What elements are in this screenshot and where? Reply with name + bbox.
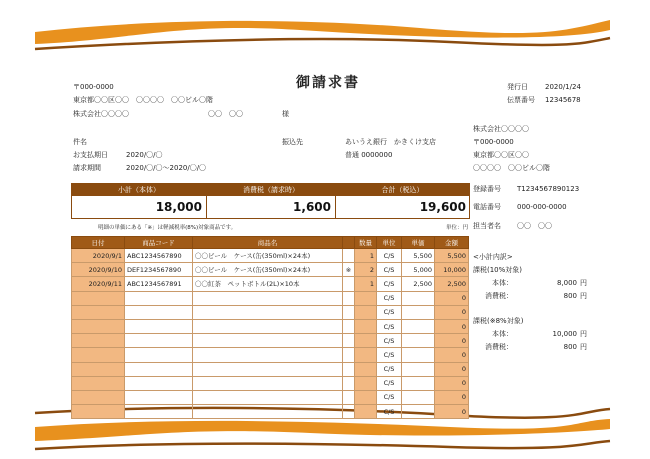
billing-period-label: 請求期間 xyxy=(73,164,101,172)
table-header-row xyxy=(72,237,469,249)
cell-unit: C/S xyxy=(377,249,402,263)
cell-amount: 0 xyxy=(435,319,469,333)
cell-mark xyxy=(343,390,355,404)
issuer-postal: 〒000-0000 xyxy=(473,138,514,146)
cell-product: 〇〇ビール ケース(缶(350ml)×24本) xyxy=(193,263,343,277)
page-title: 御請求書 xyxy=(296,75,360,91)
cell-date xyxy=(72,348,125,362)
cell-code: ABC1234567891 xyxy=(125,277,193,291)
cell-amount: 0 xyxy=(435,334,469,348)
table-row xyxy=(72,319,469,333)
table-row xyxy=(72,334,469,348)
cell-product xyxy=(193,362,343,376)
cell-unit: C/S xyxy=(377,362,402,376)
cell-mark xyxy=(343,277,355,291)
breakdown-8-body-value: 10,000 xyxy=(552,330,577,338)
header-amount: 金額 xyxy=(435,237,469,249)
cell-amount: 0 xyxy=(435,348,469,362)
recipient-company: 株式会社〇〇〇〇 xyxy=(73,110,129,118)
cell-price xyxy=(402,362,435,376)
breakdown-10-tax-value: 800 xyxy=(563,292,577,300)
honorific: 様 xyxy=(282,110,289,118)
cell-price xyxy=(402,319,435,333)
cell-unit: C/S xyxy=(377,405,402,419)
cell-unit: C/S xyxy=(377,319,402,333)
cell-mark xyxy=(343,249,355,263)
top-wave-decoration xyxy=(0,0,650,60)
cell-qty: 2 xyxy=(355,263,377,277)
tel-label: 電話番号 xyxy=(473,203,501,211)
cell-qty xyxy=(355,291,377,305)
tax-value: 1,600 xyxy=(293,200,331,214)
cell-date: 2020/9/11 xyxy=(72,277,125,291)
cell-code xyxy=(125,291,193,305)
reduced-tax-note: 明細の単価にある「※」は軽減税率(8%)対象商品です。 xyxy=(98,225,237,231)
due-date-value: 2020/〇/〇 xyxy=(126,151,163,159)
table-row xyxy=(72,362,469,376)
tel-value: 000-000-0000 xyxy=(517,203,567,211)
unit-note: 単位：円 xyxy=(446,225,469,231)
breakdown-10-body-label: 本体： xyxy=(492,279,513,287)
cell-price xyxy=(402,334,435,348)
cell-price xyxy=(402,405,435,419)
cell-unit: C/S xyxy=(377,263,402,277)
table-row xyxy=(72,405,469,419)
issuer-company: 株式会社〇〇〇〇 xyxy=(473,125,529,133)
due-date-label: お支払期日 xyxy=(73,151,108,159)
cell-date: 2020/9/10 xyxy=(72,263,125,277)
cell-product xyxy=(193,305,343,319)
cell-amount: 0 xyxy=(435,376,469,390)
cell-code xyxy=(125,376,193,390)
cell-mark xyxy=(343,362,355,376)
staff-value: 〇〇 〇〇 xyxy=(517,222,552,230)
cell-qty xyxy=(355,334,377,348)
header-qty: 数量 xyxy=(355,237,377,249)
total-header: 合計（税込） xyxy=(336,184,469,196)
recipient-address: 東京都〇〇区〇〇 〇〇〇〇 〇〇ビル〇階 xyxy=(73,96,213,104)
header-mark xyxy=(343,237,355,249)
total-value: 19,600 xyxy=(419,200,466,214)
cell-unit: C/S xyxy=(377,376,402,390)
cell-price: 2,500 xyxy=(402,277,435,291)
cell-product xyxy=(193,291,343,305)
cell-qty xyxy=(355,319,377,333)
issuer-address-2: 〇〇〇〇 〇〇ビル〇階 xyxy=(473,164,550,172)
cell-qty xyxy=(355,348,377,362)
cell-unit: C/S xyxy=(377,277,402,291)
cell-product xyxy=(193,405,343,419)
cell-mark xyxy=(343,334,355,348)
cell-code xyxy=(125,319,193,333)
cell-amount: 10,000 xyxy=(435,263,469,277)
cell-date xyxy=(72,334,125,348)
cell-qty xyxy=(355,376,377,390)
tax-header: 消費税（請求時） xyxy=(207,184,335,196)
table-row xyxy=(72,390,469,404)
cell-mark xyxy=(343,405,355,419)
table-row xyxy=(72,376,469,390)
cell-amount: 2,500 xyxy=(435,277,469,291)
cell-price: 5,000 xyxy=(402,263,435,277)
cell-amount: 5,500 xyxy=(435,249,469,263)
cell-code xyxy=(125,348,193,362)
header-product: 商品名 xyxy=(193,237,343,249)
cell-qty: 1 xyxy=(355,249,377,263)
slip-number-label: 伝票番号 xyxy=(507,96,535,104)
cell-price xyxy=(402,376,435,390)
issue-date-label: 発行日 xyxy=(507,83,528,91)
cell-code xyxy=(125,362,193,376)
breakdown-10-tax-label: 消費税： xyxy=(485,292,513,300)
cell-unit: C/S xyxy=(377,348,402,362)
cell-price xyxy=(402,348,435,362)
cell-date xyxy=(72,376,125,390)
cell-product xyxy=(193,319,343,333)
cell-price: 5,500 xyxy=(402,249,435,263)
breakdown-title: <小計内訳> xyxy=(473,253,513,261)
table-row xyxy=(72,263,469,277)
cell-unit: C/S xyxy=(377,390,402,404)
cell-code xyxy=(125,305,193,319)
bank-name: あいうえ銀行 かきくけ支店 xyxy=(345,138,436,146)
cell-mark xyxy=(343,291,355,305)
cell-price xyxy=(402,291,435,305)
cell-code xyxy=(125,390,193,404)
table-row xyxy=(72,291,469,305)
cell-date xyxy=(72,319,125,333)
yen-3: 円 xyxy=(580,330,587,338)
subtotal-header: 小計（本体） xyxy=(72,184,206,196)
breakdown-8-label: 課税(※8%対象) xyxy=(473,317,524,325)
issue-date-value: 2020/1/24 xyxy=(545,83,581,91)
registration-label: 登録番号 xyxy=(473,185,501,193)
bank-label: 振込先 xyxy=(282,138,303,146)
issuer-address-1: 東京都〇〇区〇〇 xyxy=(473,151,529,159)
cell-amount: 0 xyxy=(435,390,469,404)
cell-qty xyxy=(355,305,377,319)
cell-mark xyxy=(343,348,355,362)
header-unit: 単位 xyxy=(377,237,402,249)
cell-qty xyxy=(355,405,377,419)
breakdown-8-tax-value: 800 xyxy=(563,343,577,351)
summary-box xyxy=(71,183,470,219)
header-code: 商品コード xyxy=(125,237,193,249)
cell-code: ABC1234567890 xyxy=(125,249,193,263)
breakdown-10-label: 課税(10%対象) xyxy=(473,266,523,274)
cell-product: 〇〇ビール ケース(缶(350ml)×24本) xyxy=(193,249,343,263)
cell-date xyxy=(72,405,125,419)
cell-mark: ※ xyxy=(343,263,355,277)
recipient-postal: 〒000-0000 xyxy=(73,83,114,91)
subtotal-value: 18,000 xyxy=(155,200,202,214)
cell-amount: 0 xyxy=(435,291,469,305)
cell-qty xyxy=(355,362,377,376)
cell-product xyxy=(193,376,343,390)
cell-code xyxy=(125,334,193,348)
cell-date xyxy=(72,291,125,305)
billing-period-value: 2020/〇/〇～2020/〇/〇 xyxy=(126,164,207,172)
cell-qty: 1 xyxy=(355,277,377,291)
breakdown-8-tax-label: 消費税： xyxy=(485,343,513,351)
cell-amount: 0 xyxy=(435,362,469,376)
header-price: 単価 xyxy=(402,237,435,249)
cell-unit: C/S xyxy=(377,291,402,305)
cell-product xyxy=(193,348,343,362)
cell-product xyxy=(193,390,343,404)
header-date: 日付 xyxy=(72,237,125,249)
table-row xyxy=(72,277,469,291)
cell-mark xyxy=(343,319,355,333)
table-row xyxy=(72,348,469,362)
items-table xyxy=(71,236,469,419)
cell-code xyxy=(125,405,193,419)
recipient-person: 〇〇 〇〇 xyxy=(208,110,243,118)
slip-number-value: 12345678 xyxy=(545,96,581,104)
cell-unit: C/S xyxy=(377,305,402,319)
registration-value: T1234567890123 xyxy=(517,185,580,193)
yen-2: 円 xyxy=(580,292,587,300)
table-row xyxy=(72,305,469,319)
cell-product xyxy=(193,334,343,348)
cell-price xyxy=(402,390,435,404)
cell-unit: C/S xyxy=(377,334,402,348)
cell-code: DEF1234567890 xyxy=(125,263,193,277)
yen-1: 円 xyxy=(580,279,587,287)
yen-4: 円 xyxy=(580,343,587,351)
cell-date xyxy=(72,390,125,404)
cell-mark xyxy=(343,305,355,319)
cell-amount: 0 xyxy=(435,405,469,419)
cell-price xyxy=(402,305,435,319)
cell-date xyxy=(72,362,125,376)
bank-account: 普通 0000000 xyxy=(345,151,393,159)
cell-date xyxy=(72,305,125,319)
table-row xyxy=(72,249,469,263)
subject-label: 件名 xyxy=(73,138,87,146)
cell-amount: 0 xyxy=(435,305,469,319)
breakdown-10-body-value: 8,000 xyxy=(556,279,577,287)
staff-label: 担当者名 xyxy=(473,222,501,230)
cell-qty xyxy=(355,390,377,404)
cell-date: 2020/9/1 xyxy=(72,249,125,263)
cell-product: 〇〇紅茶 ペットボトル(2L)×10本 xyxy=(193,277,343,291)
cell-mark xyxy=(343,376,355,390)
breakdown-8-body-label: 本体： xyxy=(492,330,513,338)
